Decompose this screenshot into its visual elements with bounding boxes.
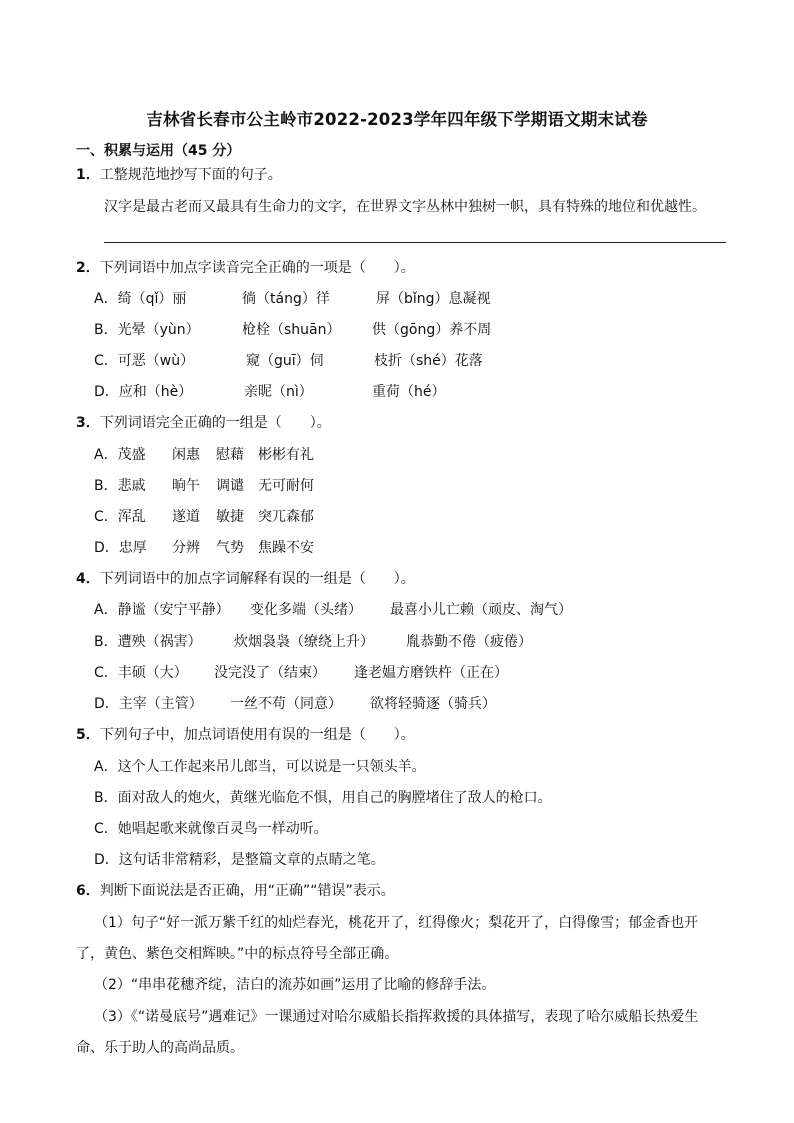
q2-option-a-1: A．绮（qǐ）丽 (94, 291, 187, 307)
q2-option-b-3: 供（gōng）养不周 (372, 322, 492, 338)
q5-option-d: D．这句话非常精彩，是整篇文章的点睛之笔。 (94, 852, 385, 868)
question-stem: 判断下面说法是否正确，用“正确”“错误”表示。 (99, 883, 395, 899)
q2-option-c-1: C．可恶（wù） (94, 353, 195, 369)
q4-option-b-2: 炊烟袅袅（缭绕上升） (234, 634, 374, 650)
copy-sentence: 汉字是最古老而又最具有生命力的文字，在世界文字丛林中独树一帜，具有特殊的地位和优越性。 (104, 199, 706, 215)
q2-option-c-3: 枝折（shé）花落 (374, 353, 483, 369)
q2-option-a-2: 徜（táng）徉 (242, 291, 330, 307)
question-number: 3． (76, 415, 100, 431)
q2-option-d-3: 重荷（hé） (372, 384, 446, 400)
q4-option-d-3: 欲将轻骑逐（骑兵） (370, 696, 496, 712)
q3-option-a-3: 慰藉 (216, 447, 244, 463)
q4-option-b-3: 胤恭勤不倦（疲倦） (406, 634, 532, 650)
q6-item-3-line-1: （3）《“诺曼底号”遇难记》一课通过对哈尔威船长指挥救援的具体描写，表现了哈尔威船长热爱生 (94, 1009, 699, 1025)
question-4 (76, 570, 415, 588)
q3-option-b-4: 无可耐何 (258, 478, 314, 494)
question-number: 4． (76, 571, 100, 587)
answer-writing-line (104, 242, 726, 243)
q6-item-1-line-1: （1）句子“好一派万紫千红的灿烂春光，桃花开了，红得像火；梨花开了，白得像雪；郁金香也开 (94, 915, 699, 931)
q4-option-c-2: 没完没了（结束） (214, 665, 326, 681)
q4-option-a-1: A．静谧（安宁平静） (94, 602, 230, 618)
q5-option-c: C．她唱起歌来就像百灵鸟一样动听。 (94, 821, 328, 837)
q5-option-a: A．这个人工作起来吊儿郎当，可以说是一只领头羊。 (94, 759, 426, 775)
q4-option-d-2: 一丝不苟（同意） (230, 696, 342, 712)
question-number: 2． (76, 260, 100, 276)
q3-option-d-4: 焦躁不安 (258, 540, 314, 556)
q2-option-d-1: D．应和（hè） (94, 384, 193, 400)
q3-option-d-1: D．忠厚 (94, 540, 147, 556)
question-stem: 下列词语中的加点字词解释有误的一组是（ ）。 (99, 571, 415, 587)
question-1 (76, 166, 282, 184)
q4-option-d-1: D．主宰（主管） (94, 696, 203, 712)
q3-option-c-4: 突兀森郁 (258, 509, 314, 525)
question-6 (76, 882, 395, 900)
question-stem: 下列词语中加点字读音完全正确的一项是（ ）。 (99, 260, 415, 276)
question-stem: 下列句子中，加点词语使用有误的一组是（ ）。 (99, 727, 415, 743)
q4-option-c-1: C．丰硕（大） (94, 665, 188, 681)
q2-option-c-2: 窥（guī）伺 (246, 353, 324, 369)
q2-option-d-2: 亲昵（nì） (244, 384, 313, 400)
q3-option-a-2: 闲惠 (172, 447, 200, 463)
q6-item-2: （2）“串串花穗齐绽，洁白的流苏如画”运用了比喻的修辞手法。 (94, 977, 496, 993)
q4-option-a-2: 变化多端（头绪） (250, 602, 362, 618)
q2-option-a-3: 屏（bǐng）息凝视 (376, 291, 491, 307)
q3-option-c-1: C．浑乱 (94, 509, 146, 525)
q2-option-b-1: B．光晕（yùn） (94, 322, 200, 338)
q2-option-b-2: 枪栓（shuān） (242, 322, 341, 338)
question-number: 5． (76, 727, 100, 743)
question-stem: 工整规范地抄写下面的句子。 (99, 167, 282, 183)
question-number: 6． (76, 883, 100, 899)
q5-option-b: B．面对敌人的炮火，黄继光临危不惧，用自己的胸膛堵住了敌人的枪口。 (94, 790, 552, 806)
q4-option-b-1: B．遭殃（祸害） (94, 634, 202, 650)
section-heading: 一、积累与运用（45 分） (76, 143, 241, 159)
q4-option-c-3: 逢老媪方磨铁杵（正在） (354, 665, 508, 681)
q3-option-d-3: 气势 (216, 540, 244, 556)
q3-option-d-2: 分辨 (172, 540, 200, 556)
q3-option-b-3: 调谴 (216, 478, 244, 494)
q4-option-a-3: 最喜小儿亡赖（顽皮、淘气） (390, 602, 572, 618)
q3-option-b-2: 晌午 (172, 478, 200, 494)
question-2 (76, 259, 415, 277)
q3-option-c-3: 敏捷 (216, 509, 244, 525)
q6-item-1-line-2: 了，黄色、紫色交相辉映。”中的标点符号全部正确。 (76, 946, 399, 962)
question-stem: 下列词语完全正确的一组是（ ）。 (99, 415, 331, 431)
q3-option-c-2: 遂道 (172, 509, 200, 525)
question-5 (76, 726, 415, 744)
q6-item-3-line-2: 命、乐于助人的高尚品质。 (76, 1040, 244, 1056)
q3-option-a-4: 彬彬有礼 (258, 447, 314, 463)
q3-option-a-1: A．茂盛 (94, 447, 146, 463)
exam-title: 吉林省长春市公主岭市2022-2023学年四年级下学期语文期末试卷 (146, 110, 648, 129)
question-3 (76, 414, 331, 432)
question-number: 1． (76, 167, 100, 183)
q3-option-b-1: B．悲戚 (94, 478, 146, 494)
